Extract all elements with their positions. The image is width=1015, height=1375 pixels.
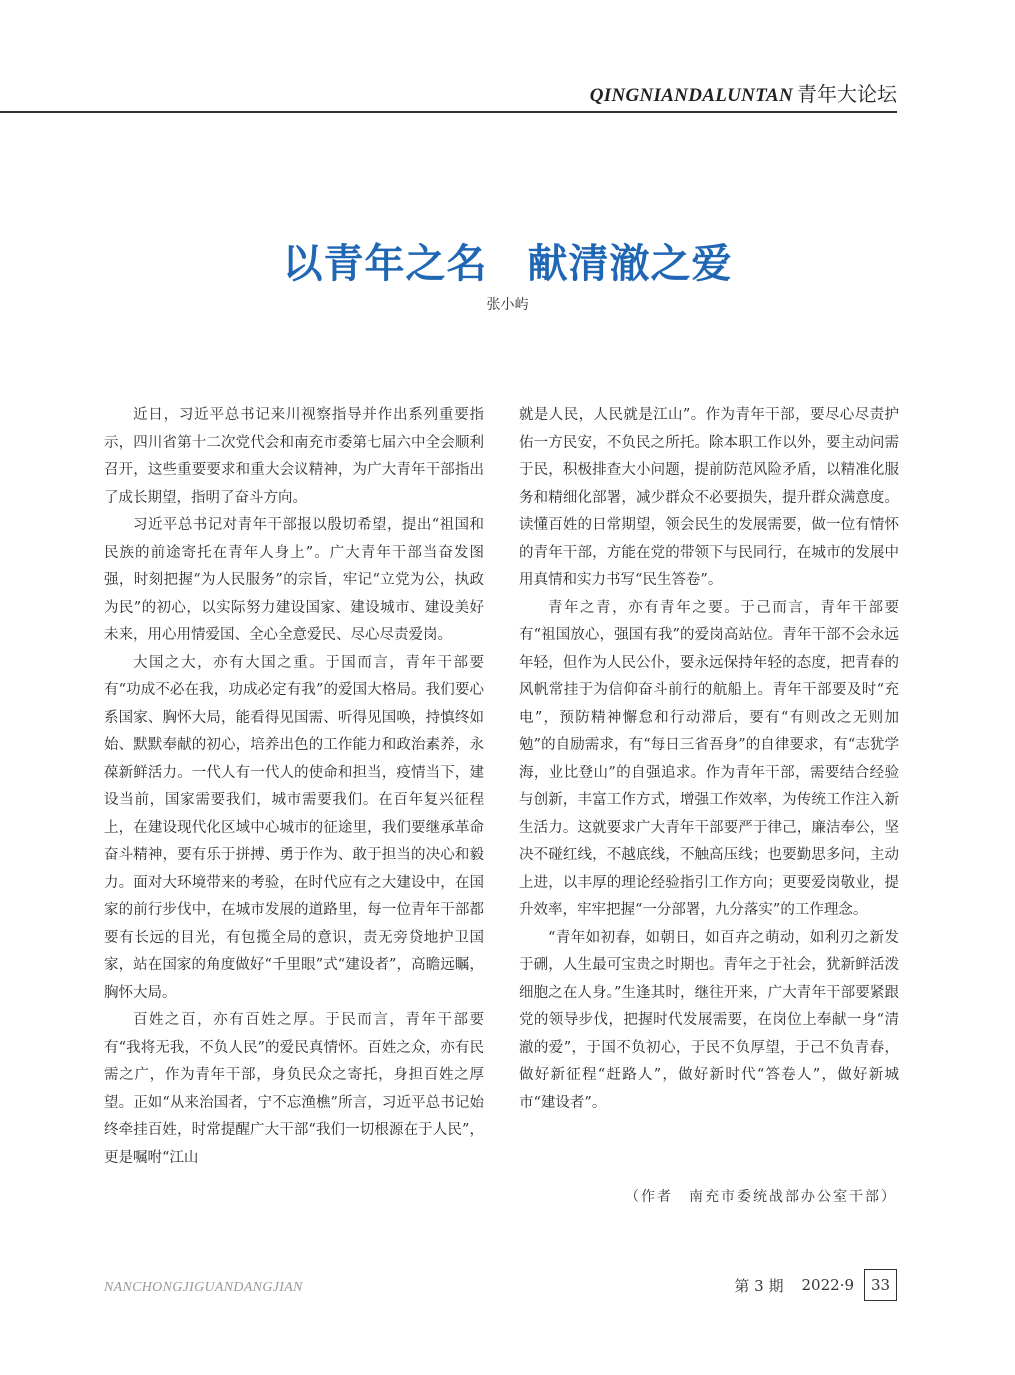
page-footer-info <box>734 1270 897 1300</box>
left-column <box>104 402 484 1172</box>
paragraph: 习近平总书记对青年干部报以殷切希望，提出“祖国和民族的前途寄托在青年人身上”。广大青年干部当奋发图强，时刻把握“为人民服务”的宗旨，牢记“立党为公，执政为民”的初心，以实际努力建设国家、建设城市、建设美好未来，用心用情爱国、全心全意爱民、尽心尽责爱岗。 <box>104 517 484 643</box>
issue-number: 第 3 期 <box>734 1276 784 1295</box>
article-author: 张小屿 <box>486 297 529 313</box>
article-title <box>0 232 1015 289</box>
paragraph-continuation: 就是人民，人民就是江山”。作为青年干部，要尽心尽责护佑一方民安，不负民之所托。除本职工作以外，要主动问需于民，积极排查大小问题，提前防范风险矛盾，以精准化服务和精细化部署，减少群众不必要损失，提升群众满意度。读懂百姓的日常期望，领会民生的发展需要，做一位有情怀的青年干部，方能在党的带领下与民同行，在城市的发展中用真情和实力书写“民生答卷”。 <box>519 407 899 588</box>
right-column <box>519 402 899 1117</box>
title-part-1: 以青年之名 <box>282 241 488 287</box>
journal-name-footer: NANCHONGJIGUANDANGJIAN <box>104 1280 303 1295</box>
header-chinese-text: 青年大论坛 <box>797 82 897 106</box>
paragraph: “青年如初春，如朝日，如百卉之萌动，如利刃之新发于硎，人生最可宝贵之时期也。青年之于社会，犹新鲜活泼细胞之在人身。”生逢其时，继往开来，广大青年干部要紧跟党的领导步伐，把握时代发展需要，在岗位上奉献一身“清澈的爱”，于国不负初心，于民不负厚望，于己不负青春，做好新征程“赶路人”，做好新时代“答卷人”，做好新城市“建设者”。 <box>519 929 899 1111</box>
page-number: 33 <box>864 1269 897 1301</box>
paragraph: 青年之青，亦有青年之要。于己而言，青年干部要有“祖国放心，强国有我”的爱岗高站位。青年干部不会永远年轻，但作为人民公仆，要永远保持年轻的态度，把青春的风帆常挂于为信仰奋斗前行的航船上。青年干部要及时“充电”，预防精神懈怠和行动滞后，要有“有则改之无则加勉”的自励需求，有“每日三省吾身”的自律要求，有“志犹学海，业比登山”的自强追求。作为青年干部，需要结合经验与创新，丰富工作方式，增强工作效率，为传统工作注入新生活力。这就要求广大青年干部要严于律己，廉洁奉公，坚决不碰红线，不越底线，不触高压线；也要勤思多问，主动上进，以丰厚的理论经验指引工作方向；更要爱岗敬业，提升效率，牢牢把握“一分部署，九分落实”的工作理念。 <box>519 599 899 918</box>
paragraph: 近日，习近平总书记来川视察指导并作出系列重要指示，四川省第十二次党代会和南充市委第七届六中全会顺利召开，这些重要要求和重大会议精神，为广大青年干部指出了成长期望，指明了奋斗方向。 <box>104 407 484 506</box>
paragraph: 大国之大，亦有大国之重。于国而言，青年干部要有“功成不必在我，功成必定有我”的爱国大格局。我们要心系国家、胸怀大局，能看得见国需、听得见国唤，持慎终如始、默默奉献的初心，培养出色的工作能力和政治素养，永葆新鲜活力。一代人有一代人的使命和担当，疫情当下，建设当前，国家需要我们，城市需要我们。在百年复兴征程上，在建设现代化区域中心城市的征途里，我们要继承革命奋斗精神，要有乐于拼搏、勇于作为、敢于担当的决心和毅力。面对大环境带来的考验，在时代应有之大建设中，在国家的前行步伐中，在城市发展的道路里，每一位青年干部都要有长远的目光，有包揽全局的意识，责无旁贷地护卫国家，站在国家的角度做好“千里眼”式“建设者”，高瞻远瞩，胸怀大局。 <box>104 654 484 1001</box>
journal-column-name <box>590 78 897 107</box>
paragraph: 百姓之百，亦有百姓之厚。于民而言，青年干部要有“我将无我，不负人民”的爱民真情怀。百姓之众，亦有民需之广，作为青年干部，身负民众之寄托，身担百姓之厚望。正如“从来治国者，宁不忘渔樵”所言，习近平总书记始终牵挂百姓，时常提醒广大干部“我们一切根源在于人民”，更是嘱咐“江山 <box>104 1012 484 1166</box>
title-part-2: 献清澈之爱 <box>527 241 733 287</box>
header-latin-text: QINGNIANDALUNTAN <box>589 85 793 106</box>
issue-date: 2022·9 <box>801 1276 854 1294</box>
page-header <box>0 0 897 113</box>
author-byline: （作者 南充市委统战部办公室干部） <box>625 1189 897 1205</box>
